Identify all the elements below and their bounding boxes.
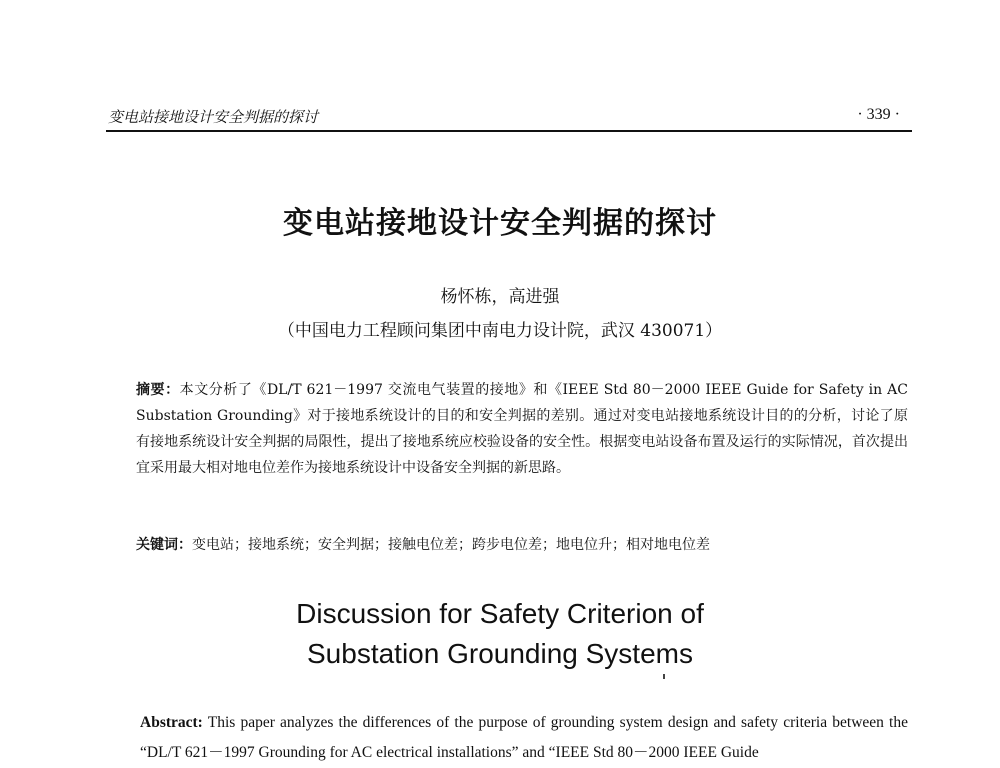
english-abstract-label: Abstract: [140,714,203,731]
english-abstract [108,708,908,768]
running-head [108,98,908,128]
chinese-keywords-text: 变电站；接地系统；安全判据；接触电位差；跨步电位差；地电位升；相对地电位差 [192,537,710,553]
english-title-line-1: Discussion for Safety Criterion of [296,598,704,629]
chinese-title: 变电站接地设计安全判据的探讨 [283,206,717,241]
chinese-abstract [108,377,908,481]
page-number: · 339 · [857,106,900,123]
chinese-abstract-text: 本文分析了《DL/T 621－1997 交流电气装置的接地》和《IEEE Std 80－2000 IEEE Guide for Safety in AC Substation Grounding》对于接地系统设计的目的和安全判据的差别。通过对变电站接地系统设计目的的分析，讨论了原有接地系统设计安全判据的局限性，提出了接地系统应校验设备的安全性。根据变电站设备布置及运行的实际情况，首次提出宜采用最大相对地电位差作为接地系统设计中设备安全判据的新思路。 [136,382,908,476]
chinese-affiliation: （中国电力工程顾问集团中南电力设计院，武汉 430071） [277,321,723,341]
english-title-line-2: Substation Grounding Systems [307,638,693,669]
chinese-keywords-label: 关键词： [136,537,192,553]
chinese-abstract-label: 摘要： [136,382,180,398]
chinese-keywords [108,532,908,558]
chinese-authors: 杨怀栋，高进强 [440,287,560,307]
running-head-title: 变电站接地设计安全判据的探讨 [108,108,319,126]
header-rule [106,130,912,132]
english-abstract-text: This paper analyzes the differences of the purpose of grounding system design and safety criteria between the “DL/T 621－1997 Grounding for AC electrical installations” and “IEEE Std 80－2000 IEEE Guide [140,714,908,761]
english-title [0,594,1000,674]
scan-mark [663,674,665,679]
